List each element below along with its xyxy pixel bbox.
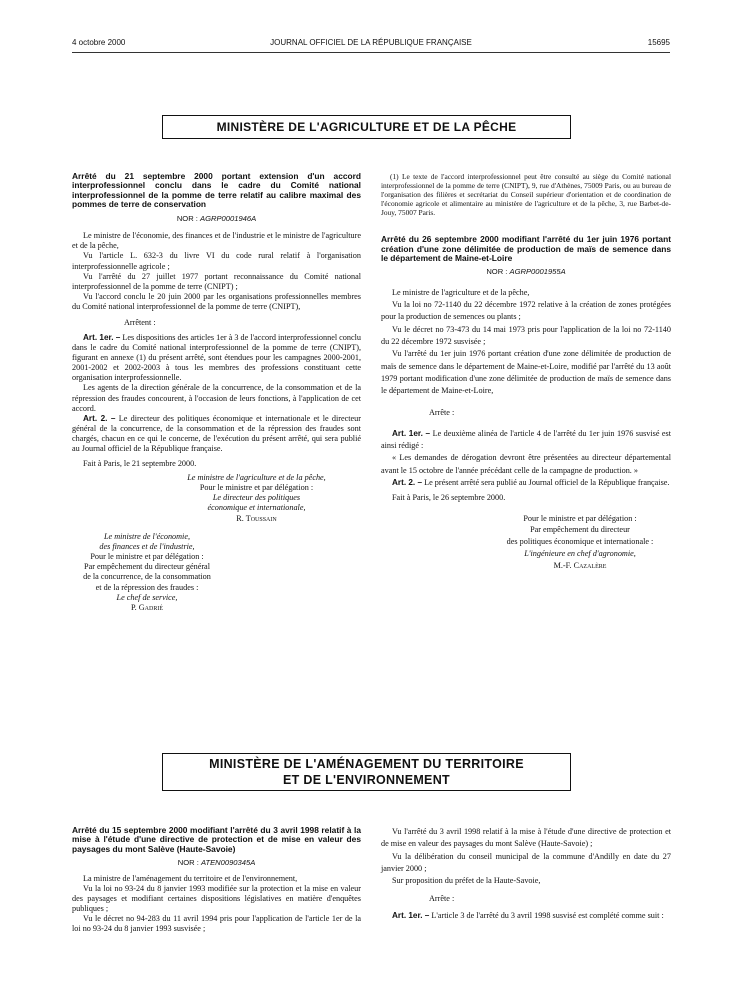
arrete-3-left <box>72 826 361 935</box>
arrete-2-para: Vu le décret no 73-473 du 14 mai 1973 pris pour l'application de la loi no 72-1140 du 22 décembre 1972 susvisée ; <box>381 324 671 346</box>
arrete-3-right <box>381 826 671 922</box>
arrete-2-para: Vu l'arrêté du 1er juin 1976 portant création d'une zone délimitée de production de maïs de semence dans le département de Maine-et-Loire, modifié par l'arrêté du 13 août 1979 portant modification d'une zone délimitée de production de maïs de semence dans le département de Maine-et-Loire, <box>381 349 671 396</box>
arrete-1-nor: NOR : AGRP0001946A <box>176 213 257 223</box>
header-rule <box>72 52 670 53</box>
arrete-2-article-2: Art. 2. – Le présent arrêté sera publié au Journal officiel de la République française. <box>392 477 670 487</box>
arrete-1-fait: Fait à Paris, le 21 septembre 2000. <box>83 458 197 468</box>
arrete-2-nor: NOR : AGRP0001955A <box>486 267 566 277</box>
arrete-3-para: Sur proposition du préfet de la Haute-Savoie, <box>392 876 541 886</box>
signatory-name: R. Toussain <box>236 513 277 523</box>
signature-block-agriculture: Le ministre de l'agriculture et de la pêche, Pour le ministre et par délégation : Le directeur des politiques économique et internationale, R. Toussain <box>152 473 361 524</box>
arrete-1-para: Vu l'accord conclu le 20 juin 2000 par les organisations professionnelles membres du Comité national interprofessionnel de la pomme de terre (CNIPT), <box>72 292 361 312</box>
arrete-3-arrete: Arrête : <box>429 894 455 904</box>
arrete-3-nor: NOR : ATEN0090345A <box>177 858 256 868</box>
arrete-1-article-1: Art. 1er. – Les dispositions des articles 1er à 3 de l'accord interprofessionnel conclu dans le cadre du Comité national interprofessionnel de la pomme de terre (CNIPT), figurant en annexe (1) du présent arrêté, sont étendues pour les campagnes 2000-2001, 2001-2002 et 2002-2003 à tous les membres des professions constituant cette organisation interprofessionnelle. <box>72 332 361 383</box>
signature-block-economie: Le ministre de l'économie, des finances et de l'industrie, Pour le ministre et par délégation : Par empêchement du directeur général de la concurrence, de la consommation et de la répression des fraudes : Le chef de service, P. Gadrié <box>72 532 222 613</box>
ministry-title-line-2: ET DE L'ENVIRONNEMENT <box>283 773 450 787</box>
header-journal-title: JOURNAL OFFICIEL DE LA RÉPUBLIQUE FRANÇAISE <box>270 38 472 47</box>
header-date: 4 octobre 2000 <box>72 38 126 47</box>
signatory-name: M.-F. Cazalère <box>553 561 607 571</box>
arrete-3-para: La ministre de l'aménagement du territoire et de l'environnement, <box>83 873 298 883</box>
arrete-1-arretent: Arrêtent : <box>124 318 156 328</box>
signatory-name: P. Gadrié <box>131 602 163 612</box>
arrete-1-para: Vu l'arrêté du 27 juillet 1977 portant reconnaissance du Comité national interprofessionnel de la pomme de terre (CNIPT) ; <box>72 271 361 291</box>
arrete-2-article-1: Art. 1er. – Le deuxième alinéa de l'article 4 de l'arrêté du 1er juin 1976 susvisé est ainsi rédigé : <box>381 428 671 451</box>
arrete-1-para: Le ministre de l'économie, des finances et de l'industrie et le ministre de l'agriculture et de la pêche, <box>72 231 361 251</box>
arrete-3-para: Vu la loi no 93-24 du 8 janvier 1993 modifiée sur la protection et la mise en valeur des paysages et modifiant certaines dispositions législatives en matière d'enquêtes publiques ; <box>72 883 361 914</box>
arrete-2-arrete: Arrête : <box>429 408 455 418</box>
arrete-3-article-1: Art. 1er. – L'article 3 de l'arrêté du 3 avril 1998 susvisé est complété comme suit : <box>392 910 664 920</box>
arrete-3-para: Vu l'arrêté du 3 avril 1998 relatif à la mise à l'étude d'une directive de protection et de mise en valeur des paysages du mont Salève (Haute-Savoie) ; <box>381 827 671 849</box>
ministry-title: MINISTÈRE DE L'AGRICULTURE ET DE LA PÊCHE <box>216 120 517 134</box>
ministry-heading-agriculture <box>162 115 571 139</box>
ministry-title-line-1: MINISTÈRE DE L'AMÉNAGEMENT DU TERRITOIRE <box>209 757 524 771</box>
footnote: (1) Le texte de l'accord interprofessionnel peut être consulté au siège du Comité national interprofessionnel de la pomme de terre (CNIPT), 9, rue d'Athènes, 75009 Paris, ou au bureau de l'organisation des filières et secrétariat du Conseil supérieur d'orientation et de coordination de l'économie agricole et alimentaire au ministère de l'agriculture et de la pêche, 3, rue Barbet-de-Jouy, 75007 Paris. <box>381 172 671 218</box>
header-page-number: 15695 <box>647 38 670 47</box>
arrete-3-para: Vu la délibération du conseil municipal de la commune d'Andilly en date du 27 janvier 2000 ; <box>381 851 671 873</box>
right-column-upper <box>381 172 671 572</box>
arrete-1-article-1-b: Les agents de la direction générale de la concurrence, de la consommation et de la répression des fraudes concourent, à l'occasion de leurs fonctions, à l'application de cet accord. <box>72 383 361 413</box>
arrete-2-quote: « Les demandes de dérogation devront être présentées au directeur départemental avant le 15 octobre de l'année précédant celle de la campagne de production. » <box>381 453 671 475</box>
running-header <box>72 38 670 50</box>
arrete-2-fait: Fait à Paris, le 26 septembre 2000. <box>392 493 506 503</box>
arrete-1-title: Arrêté du 21 septembre 2000 portant extension d'un accord interprofessionnel conclu dans le cadre du Comité national interprofessionnel de la pomme de terre relatif au calibre maximal des pommes de terre de conservation <box>72 171 361 210</box>
arrete-1-column <box>72 172 361 613</box>
arrete-3-para: Vu le décret no 94-283 du 11 avril 1994 pris pour l'application de l'article 1er de la loi no 93-24 du 8 janvier 1993 susvisée ; <box>72 914 361 934</box>
arrete-1-para: Vu l'article L. 632-3 du livre VI du code rural relatif à l'organisation interprofessionnelle agricole ; <box>72 251 361 271</box>
arrete-2-para: Le ministre de l'agriculture et de la pêche, <box>392 287 530 297</box>
arrete-3-title: Arrêté du 15 septembre 2000 modifiant l'arrêté du 3 avril 1998 relatif à la mise à l'étude d'une directive de protection et de mise en valeur des paysages du mont Salève (Haute-Savoie) <box>72 825 361 854</box>
arrete-2-title: Arrêté du 26 septembre 2000 modifiant l'arrêté du 1er juin 1976 portant création d'une zone délimitée de production de maïs de semence dans le département de Maine-et-Loire <box>381 234 671 263</box>
signature-block-agronomie: Pour le ministre et par délégation : Par empêchement du directeur des politiques économique et internationale : L'ingénieure en chef d'agronomie, M.-F. Cazalère <box>489 513 671 572</box>
arrete-2-para: Vu la loi no 72-1140 du 22 décembre 1972 relative à la création de zones protégées pour la production de semences ou plants ; <box>381 300 671 322</box>
arrete-1-article-2: Art. 2. – Le directeur des politiques économique et internationale et le directeur général de la concurrence, de la consommation et de la répression des fraudes sont chargés, chacun en ce qui le concerne, de l'exécution du présent arrêté, qui sera publié au Journal officiel de la République française. <box>72 413 361 454</box>
ministry-heading-amenagement <box>162 753 571 791</box>
